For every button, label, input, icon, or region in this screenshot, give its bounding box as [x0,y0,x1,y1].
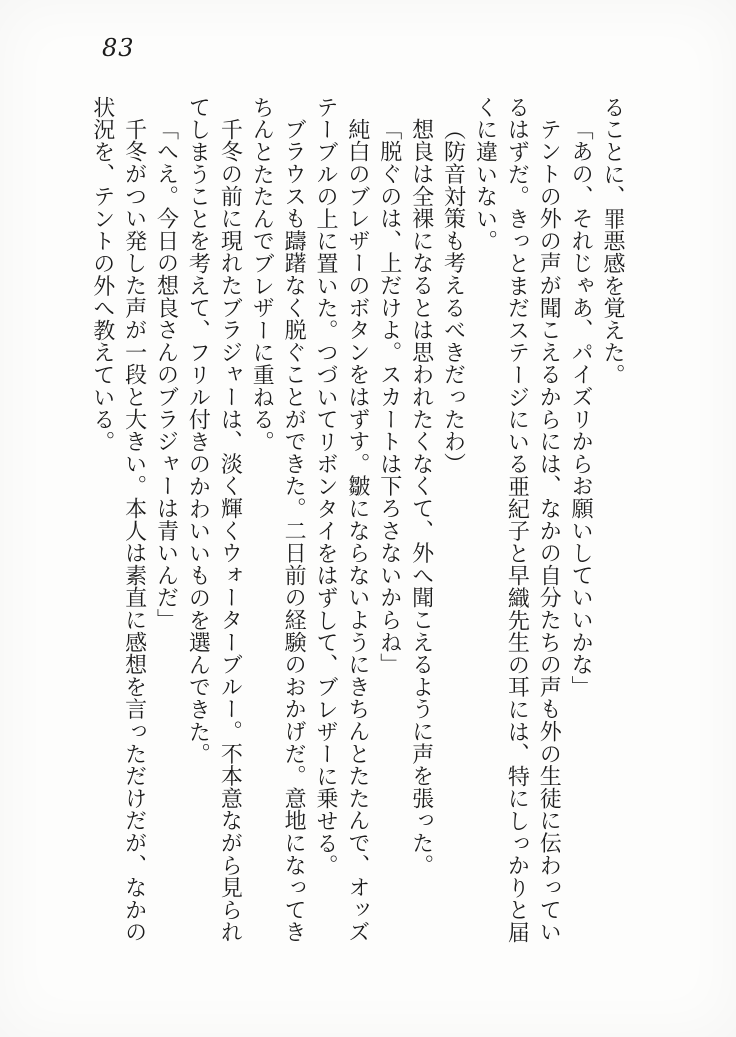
text-line-4: るはずだ。きっとまだステージにいる亜紀子と早織先生の耳には、特にしっかりと届 [504,96,530,944]
text-line-5: くに違いない。 [472,96,498,253]
text-line-3: テントの外の声が聞こえるからには、なかの自分たちの声も外の生徒に伝わってい [536,118,562,944]
page-number: 83 [102,34,135,62]
text-line-17: 状況を、テントの外へ教えている。 [89,96,115,453]
vertical-text-block [86,96,628,1034]
text-line-6: （防音対策も考えるべきだったわ） [440,118,466,475]
text-line-9: 純白のブレザーのボタンをはずす。皺にならないようにきちんとたたんで、オッズ [344,118,370,944]
text-line-14: てしまうことを考えて、フリル付きのかわいいものを選んできた。 [185,96,211,765]
text-line-2: 「あの、それじゃあ、パイズリからお願いしていいかな」 [568,118,594,698]
text-line-1: ることに、罪悪感を覚えた。 [600,96,625,386]
text-line-10: テーブルの上に置いた。つづいてリボンタイをはずして、ブレザーに乗せる。 [312,96,338,877]
text-line-7: 想良は全裸になるとは思われたくなくて、外へ聞こえるように声を張った。 [408,118,434,877]
text-line-12: ちんとたたんでブレザーに重ねる。 [249,96,275,453]
text-line-13: 千冬の前に現れたブラジャーは、淡く輝くウォーターブルー。不本意ながら見られ [217,118,243,944]
text-line-8: 「脱ぐのは、上だけよ。スカートは下ろさないからね」 [376,118,402,676]
text-line-11: ブラウスも躊躇なく脱ぐことができた。二日前の経験のおかげだ。意地になってき [281,118,307,944]
text-line-15: 「へえ。今日の想良さんのブラジャーは青いんだ」 [153,118,179,631]
text-line-16: 千冬がつい発した声が一段と大きい。本人は素直に感想を言っただけだが、なかの [121,118,147,944]
